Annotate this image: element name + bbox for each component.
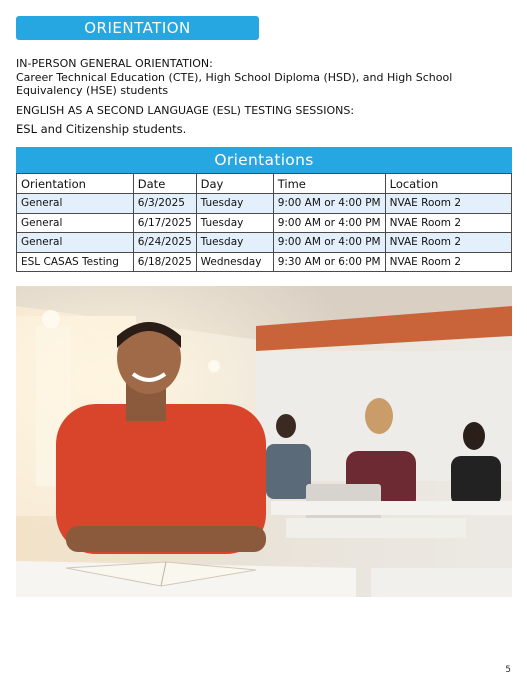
table-row <box>17 194 512 214</box>
cell-location: NVAE Room 2 <box>385 213 511 233</box>
cell-location: NVAE Room 2 <box>385 233 511 253</box>
cell-time: 9:00 AM or 4:00 PM <box>273 213 385 233</box>
header-orientation: Orientation <box>17 174 134 194</box>
cell-day: Tuesday <box>196 194 273 214</box>
cell-date: 6/24/2025 <box>133 233 196 253</box>
section-title: ORIENTATION <box>84 19 191 37</box>
cell-time: 9:00 AM or 4:00 PM <box>273 233 385 253</box>
intro-text <box>16 57 511 143</box>
cell-time: 9:00 AM or 4:00 PM <box>273 194 385 214</box>
table-title: Orientations <box>16 147 512 173</box>
intro-general-students: Career Technical Education (CTE), High School Diploma (HSD), and High School Equivalency (HSE) students <box>16 70 453 97</box>
schedule-table <box>16 173 512 272</box>
classroom-illustration <box>16 286 512 597</box>
cell-orientation: General <box>17 233 134 253</box>
intro-heading-general: IN-PERSON GENERAL ORIENTATION: <box>16 57 213 70</box>
table-row <box>17 213 512 233</box>
cell-date: 6/18/2025 <box>133 252 196 272</box>
cell-location: NVAE Room 2 <box>385 194 511 214</box>
cell-date: 6/3/2025 <box>133 194 196 214</box>
orientations-table <box>16 147 512 272</box>
table-header-row <box>17 174 512 194</box>
header-date: Date <box>133 174 196 194</box>
header-time: Time <box>273 174 385 194</box>
intro-esl-students: ESL and Citizenship students. <box>16 122 187 136</box>
cell-time: 9:30 AM or 6:00 PM <box>273 252 385 272</box>
cell-day: Tuesday <box>196 213 273 233</box>
cell-day: Tuesday <box>196 233 273 253</box>
cell-orientation: ESL CASAS Testing <box>17 252 134 272</box>
cell-date: 6/17/2025 <box>133 213 196 233</box>
section-banner <box>16 16 259 40</box>
cell-location: NVAE Room 2 <box>385 252 511 272</box>
table-row <box>17 233 512 253</box>
cell-orientation: General <box>17 194 134 214</box>
cell-orientation: General <box>17 213 134 233</box>
cell-day: Wednesday <box>196 252 273 272</box>
page-number: 5 <box>505 665 511 675</box>
header-day: Day <box>196 174 273 194</box>
table-row <box>17 252 512 272</box>
header-location: Location <box>385 174 511 194</box>
classroom-photo <box>16 286 512 597</box>
intro-heading-esl: ENGLISH AS A SECOND LANGUAGE (ESL) TESTING SESSIONS: <box>16 103 355 117</box>
